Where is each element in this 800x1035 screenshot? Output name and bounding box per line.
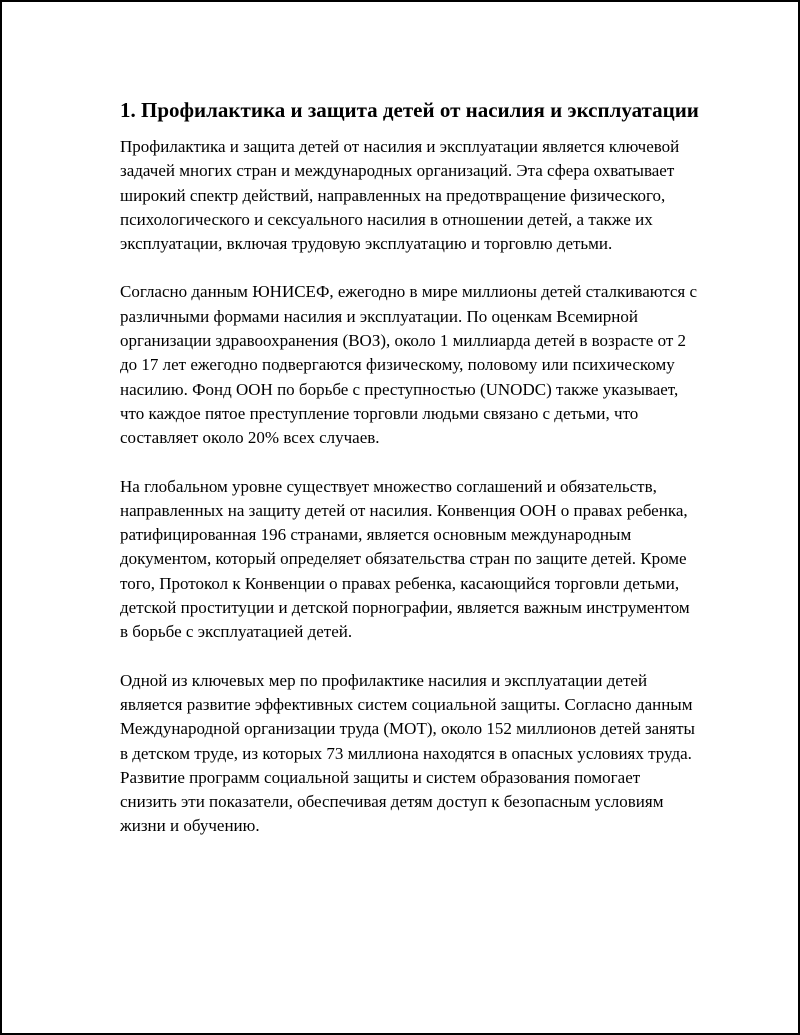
paragraph-intro: Профилактика и защита детей от насилия и эксплуатации является ключевой задачей многих стран и международных организаций. Эта сфера охватывает широкий спектр действий, направленных на предотвращение физического, психологического и сексуального насилия в отношении детей, а также их эксплуатации, включая трудовую эксплуатацию и торговлю детьми. bbox=[120, 137, 680, 254]
section-title: 1. Профилактика и защита детей от насилия и эксплуатации bbox=[120, 98, 699, 122]
document-content bbox=[120, 96, 700, 863]
paragraph-social-protection: Одной из ключевых мер по профилактике насилия и эксплуатации детей является развитие эффективных систем социальной защиты. Согласно данным Международной организации труда (МОТ), около 152 миллионов детей заняты в детском труде, из которых 73 миллиона находятся в опасных условиях труда. Развитие программ социальной защиты и систем образования помогает снизить эти показатели, обеспечивая детям доступ к безопасным условиям жизни и обучению. bbox=[120, 670, 695, 836]
paragraph-statistics: Согласно данным ЮНИСЕФ, ежегодно в мире миллионы детей сталкиваются с различными формами насилия и эксплуатации. По оценкам Всемирной организации здравоохранения (ВОЗ), около 1 миллиарда детей в возрасте от 2 до 17 лет ежегодно подвергаются физическому, половому или психическому насилию. Фонд ООН по борьбе с преступностью (UNODC) также указывает, что каждое пятое преступление торговли людьми связано с детьми, что составляет около 20% всех случаев. bbox=[120, 282, 698, 448]
paragraph-global-agreements: На глобальном уровне существует множество соглашений и обязательств, направленных на защиту детей от насилия. Конвенция ООН о правах ребенка, ратифицированная 196 странами, является основным международным документом, который определяет обязательства стран по защите детей. Кроме того, Протокол к Конвенции о правах ребенка, касающийся торговли детьми, детской проституции и детской порнографии, является важным инструментом в борьбе с эксплуатацией детей. bbox=[120, 476, 690, 642]
